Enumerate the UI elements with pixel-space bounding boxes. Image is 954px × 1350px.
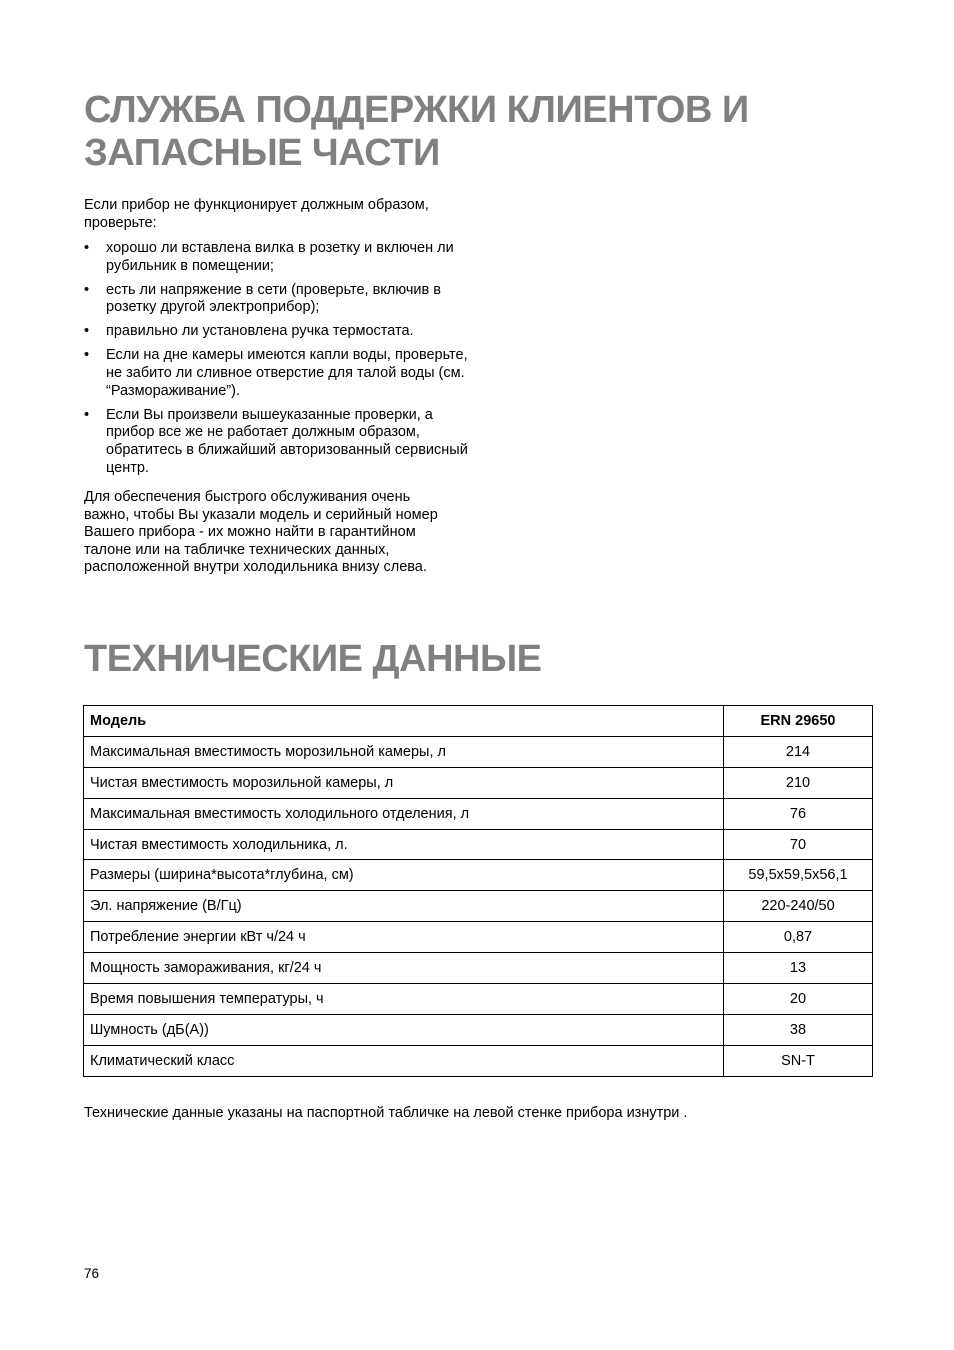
bullet-icon: • [84,347,90,364]
table-row [84,736,873,767]
spec-label: Шумность (дБ(А)) [84,1014,724,1045]
spec-value: 0,87 [724,922,873,953]
spec-label: Время повышения температуры, ч [84,984,724,1015]
spec-value: 13 [724,953,873,984]
spec-label: Максимальная вместимость морозильной камеры, л [84,736,724,767]
spec-label: Чистая вместимость холодильника, л. [84,829,724,860]
check-text: хорошо ли вставлена вилка в розетку и включен ли рубильник в помещении; [106,240,454,274]
check-list-item [84,407,474,477]
spec-label: Размеры (ширина*высота*глубина, см) [84,860,724,891]
spec-value: 20 [724,984,873,1015]
spec-label: Эл. напряжение (В/Гц) [84,891,724,922]
bullet-icon: • [84,281,90,298]
spec-label: Мощность замораживания, кг/24 ч [84,953,724,984]
table-row [84,798,873,829]
support-intro-text: Если прибор не функционирует должным образом, проверьте: [84,197,429,231]
table-row [84,984,873,1015]
bullet-icon: • [84,323,90,340]
check-list-item [84,347,474,400]
spec-value: 38 [724,1014,873,1045]
page-number: 76 [84,1266,100,1281]
table-row [84,922,873,953]
tech-section-title: ТЕХНИЧЕСКИЕ ДАННЫЕ [84,638,542,680]
check-text: есть ли напряжение в сети (проверьте, включив в розетку другой электроприбор); [106,281,441,316]
header-model-cell: ERN 29650 [724,706,873,737]
spec-value: 76 [724,798,873,829]
check-text: Если Вы произвели вышеуказанные проверки, а прибор все же не работает должным образом, обратитесь в ближайший авторизованный сервисный центр. [106,406,468,476]
spec-label: Потребление энергии кВт ч/24 ч [84,922,724,953]
table-row [84,953,873,984]
check-text: Если на дне камеры имеются капли воды, проверьте, не забито ли сливное отверстие для талой воды (см. “Размораживание”). [106,347,468,399]
service-note-text: Для обеспечения быстрого обслуживания очень важно, чтобы Вы указали модель и серийный номер Вашего прибора - их можно найти в гарантийном талоне или на табличке технических данных, расположенной внутри холодильника внизу слева. [84,489,438,576]
check-list-item [84,323,474,341]
tech-spec-table [83,705,873,1077]
spec-value: 220-240/50 [724,891,873,922]
support-section-title: СЛУЖБА ПОДДЕРЖКИ КЛИЕНТОВ И ЗАПАСНЫЕ ЧАСТИ [84,89,749,174]
check-list [84,240,474,484]
tech-footnote: Технические данные указаны на паспортной табличке на левой стенке прибора изнутри . [84,1105,688,1121]
table-row [84,1014,873,1045]
spec-value: SN-T [724,1045,873,1076]
table-row [84,860,873,891]
header-label-cell: Модель [84,706,724,737]
spec-value: 70 [724,829,873,860]
check-text: правильно ли установлена ручка термостата. [106,323,414,340]
spec-value: 59,5x59,5x56,1 [724,860,873,891]
table-header-row [84,706,873,737]
bullet-icon: • [84,240,90,256]
check-list-item [84,282,474,317]
table-row [84,1045,873,1076]
spec-label: Максимальная вместимость холодильного отделения, л [84,798,724,829]
table-row [84,891,873,922]
check-list-item [84,240,474,275]
spec-value: 210 [724,767,873,798]
table-row [84,767,873,798]
bullet-icon: • [84,406,90,423]
spec-label: Климатический класс [84,1045,724,1076]
spec-label: Чистая вместимость морозильной камеры, л [84,767,724,798]
spec-value: 214 [724,736,873,767]
table-row [84,829,873,860]
